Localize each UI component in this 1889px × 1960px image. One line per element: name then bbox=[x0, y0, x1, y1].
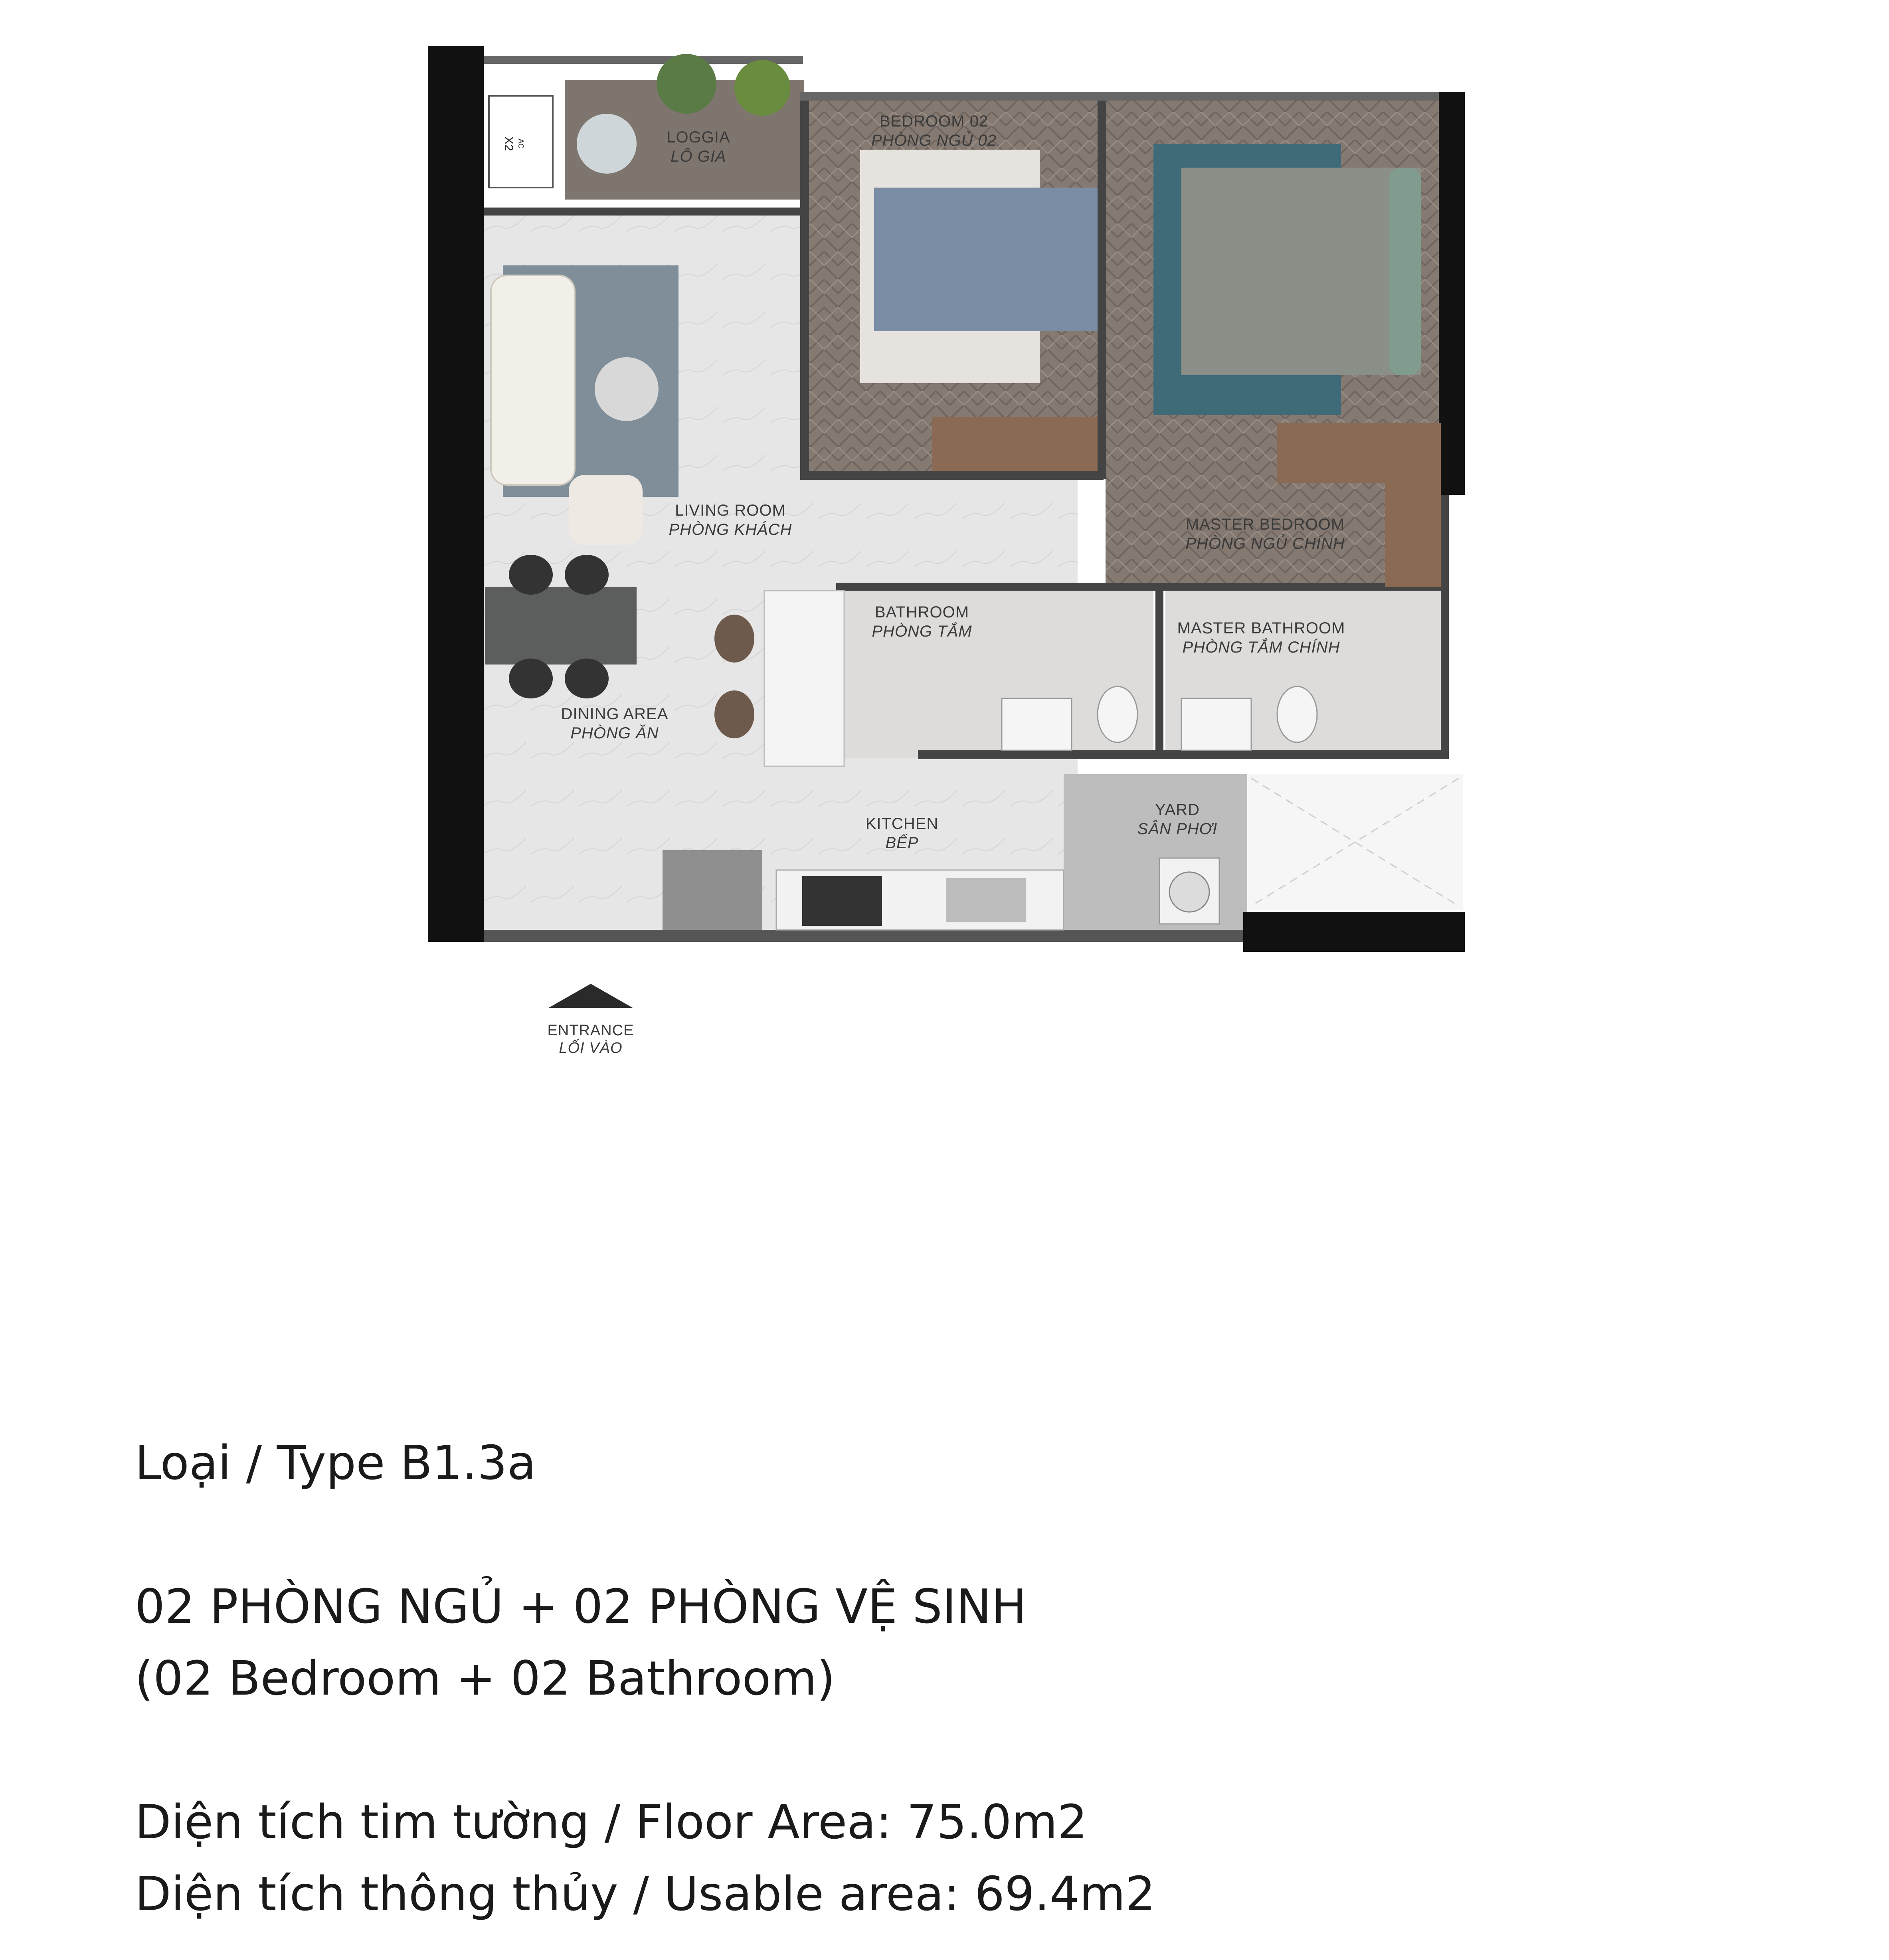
wall-left bbox=[428, 46, 484, 942]
dining-area-en: DINING AREA bbox=[561, 705, 669, 723]
label-master-bedroom bbox=[1165, 515, 1365, 553]
bathroom-en: BATHROOM bbox=[874, 603, 969, 621]
loggia-en: LOGGIA bbox=[667, 129, 730, 146]
wall-bed2-bottom bbox=[800, 471, 1104, 480]
wall-bottom-right bbox=[1243, 912, 1465, 952]
label-living-room bbox=[639, 501, 822, 539]
coffee-table bbox=[595, 357, 659, 421]
kitchen-en: KITCHEN bbox=[865, 815, 939, 833]
master-bath-toilet bbox=[1277, 686, 1317, 742]
master-desk-return bbox=[1385, 463, 1441, 587]
label-master-bathroom bbox=[1149, 619, 1373, 657]
kitchen-vi: BẾP bbox=[885, 834, 919, 852]
entrance-vi: LỐI VÀO bbox=[559, 1040, 623, 1056]
master-headboard bbox=[1389, 168, 1421, 375]
ac-label-count: X2 bbox=[502, 136, 515, 151]
dining-chair-2 bbox=[565, 555, 609, 595]
sofa bbox=[491, 275, 575, 485]
master-bath-vanity bbox=[1181, 698, 1251, 750]
wall-top-bedrooms bbox=[800, 92, 1439, 101]
bath-vanity bbox=[1002, 698, 1072, 750]
dining-chair-1 bbox=[509, 555, 553, 595]
wall-bedroom2-left bbox=[800, 100, 809, 479]
master-bathroom-vi: PHÒNG TẮM CHÍNH bbox=[1182, 639, 1340, 656]
wall-bedroom-divider bbox=[1098, 100, 1106, 479]
loggia-table bbox=[577, 114, 637, 174]
fridge bbox=[663, 850, 762, 930]
bedroom2-vi: PHÒNG NGỦ 02 bbox=[871, 132, 997, 149]
yard-en: YARD bbox=[1155, 801, 1200, 819]
dining-chair-3 bbox=[509, 659, 553, 698]
floor-area-line: Diện tích tim tường / Floor Area: 75.0m2 bbox=[135, 1794, 1088, 1849]
stove bbox=[802, 876, 882, 926]
rooms-line-vi: 02 PHÒNG NGỦ + 02 PHÒNG VỆ SINH bbox=[135, 1579, 1027, 1634]
label-bedroom2 bbox=[850, 112, 1018, 150]
master-bedroom-en: MASTER BEDROOM bbox=[1185, 516, 1345, 533]
sink bbox=[946, 878, 1026, 922]
wall-top-living bbox=[484, 208, 807, 216]
plant-1 bbox=[657, 54, 716, 114]
plant-2 bbox=[734, 60, 790, 116]
bathroom-vi: PHÒNG TẮM bbox=[872, 623, 972, 640]
living-room-en: LIVING ROOM bbox=[675, 502, 786, 519]
wall-bottom bbox=[484, 930, 1243, 942]
label-kitchen bbox=[850, 814, 954, 852]
label-bathroom bbox=[850, 603, 994, 641]
bedroom2-bed bbox=[874, 188, 1098, 331]
master-bed bbox=[1181, 168, 1421, 375]
label-dining-area bbox=[535, 704, 694, 743]
entrance-en: ENTRANCE bbox=[547, 1022, 634, 1039]
dining-table bbox=[485, 587, 637, 665]
entrance-arrow-icon bbox=[549, 984, 633, 1008]
label-loggia bbox=[639, 128, 758, 166]
bar-stool-1 bbox=[714, 615, 754, 663]
outdoor-area bbox=[1247, 774, 1463, 910]
kitchen-island bbox=[764, 591, 844, 766]
ac-label bbox=[481, 132, 529, 156]
bar-stool-2 bbox=[714, 690, 754, 738]
usable-area-line: Diện tích thông thủy / Usable area: 69.4m2 bbox=[135, 1866, 1155, 1921]
ac-label-small: AC bbox=[517, 138, 525, 149]
dining-area-vi: PHÒNG ĂN bbox=[570, 724, 659, 742]
wall-right bbox=[1439, 92, 1465, 495]
washer-drum bbox=[1169, 872, 1209, 912]
type-line: Loại / Type B1.3a bbox=[135, 1435, 536, 1490]
label-yard bbox=[1118, 800, 1237, 839]
bath-toilet bbox=[1098, 686, 1137, 742]
bedroom2-desk bbox=[932, 417, 1098, 471]
armchair bbox=[569, 475, 643, 545]
master-bathroom-en: MASTER BATHROOM bbox=[1177, 619, 1345, 637]
master-bedroom-vi: PHÒNG NGỦ CHÍNH bbox=[1185, 535, 1345, 552]
label-entrance bbox=[531, 1022, 651, 1057]
wall-bath-bottom bbox=[918, 750, 1449, 759]
rooms-line-en: (02 Bedroom + 02 Bathroom) bbox=[135, 1651, 835, 1706]
loggia-vi: LÔ GIA bbox=[671, 148, 726, 165]
yard-vi: SÂN PHƠI bbox=[1137, 820, 1218, 838]
bedroom2-en: BEDROOM 02 bbox=[879, 113, 989, 130]
wall-bath-top bbox=[836, 583, 1447, 591]
wall-bath-divider bbox=[1155, 583, 1163, 758]
dining-chair-4 bbox=[565, 659, 609, 698]
wall-master-bath-right bbox=[1441, 495, 1449, 758]
living-room-vi: PHÒNG KHÁCH bbox=[669, 521, 792, 538]
